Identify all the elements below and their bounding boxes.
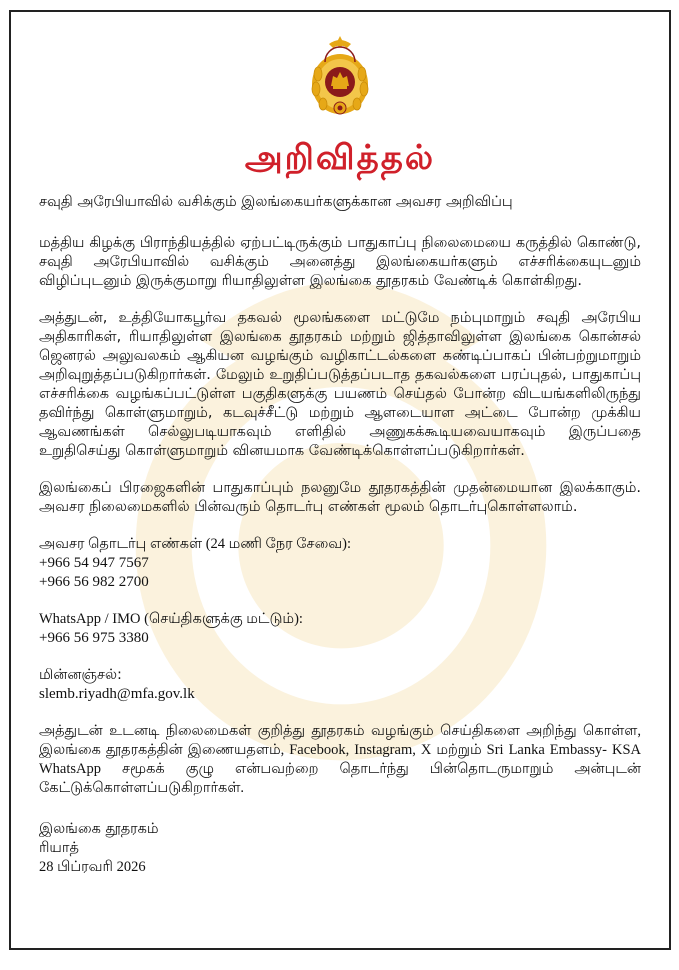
sri-lanka-emblem-icon [307, 34, 373, 118]
emergency-label: அவசர தொடர்பு எண்கள் (24 மணி நேர சேவை): [39, 536, 352, 552]
paragraph-guidance: அத்துடன், உத்தியோகபூர்வ தகவல் மூலங்களை மட்டுமே நம்புமாறும் சவுதி அரேபிய அதிகாரிகள், ரியாதிலுள்ள இலங்கை தூதரகம் மற்றும் ஜித்தாவிலுள்ள இலங்கை கொன்சல் ஜெனரல் அலுவலகம் ஆகியன வழங்கும் வழிகாட்டல்களை கண்டிப்பாகப் பின்பற்றுமாறும் அறிவுறுத்தப்படுகிறார்கள். மேலும் உறுதிப்படுத்தப்படாத தகவல்களை பரப்புதல், பாதுகாப்பு எச்சரிக்கை வழங்கப்பட்டுள்ள பகுதிகளுக்கு பயணம் செய்தல் போன்ற விடயங்களிலிருந்து தவிர்ந்து கொள்ளுமாறும், கடவுச்சீட்டு மற்றும் ஆளடையாள அட்டை போன்ற முக்கிய ஆவணங்கள் செல்லுபடியாகவும் எளிதில் அணுகக்கூடியவையாகவும் இருப்பதை உறுதிசெய்து கொள்ளுமாறும் வினயமாக வேண்டிக்கொள்ளப்படுகிறார்கள். [39, 310, 641, 459]
whatsapp-label: WhatsApp / IMO (செய்திகளுக்கு மட்டும்): [39, 611, 303, 627]
signature-date: 28 பிப்ரவரி 2026 [39, 859, 146, 875]
emergency-phone-1[interactable]: +966 54 947 7567 [39, 555, 149, 571]
email-contact [39, 666, 641, 704]
paragraph-closing: அத்துடன் உடனடி நிலைமைகள் குறித்து தூதரகம் வழங்கும் செய்திகளை அறிந்து கொள்ள, இலங்கை தூதரகத்தின் இணையதளம், Facebook, Instagram, X மற்றும் Sri Lanka Embassy- KSA WhatsApp சமூகக் குழு என்பவற்றை தொடர்ந்து பின்தொடருமாறும் அன்புடன் கேட்டுக்கொள்ளப்படுகிறார்கள். [39, 723, 641, 796]
signature [39, 820, 641, 877]
emergency-phone-2[interactable]: +966 56 982 2700 [39, 574, 149, 590]
notice-title: அறிவித்தல் [244, 138, 436, 178]
whatsapp-contact [39, 610, 641, 648]
whatsapp-phone[interactable]: +966 56 975 3380 [39, 630, 149, 646]
emergency-contacts [39, 535, 641, 592]
paragraph-contact-intro: இலங்கைப் பிரஜைகளின் பாதுகாப்பும் நலனுமே தூதரகத்தின் முதன்மையான இலக்காகும். அவசர நிலைமைகளில் பின்வரும் தொடர்பு எண்கள் மூலம் தொடர்புகொள்ளலாம். [39, 480, 641, 515]
notice-subtitle: சவுதி அரேபியாவில் வசிக்கும் இலங்கையர்களுக்கான அவசர அறிவிப்பு [39, 194, 513, 210]
signature-org: இலங்கை தூதரகம் [39, 821, 159, 837]
email-label: மின்னஞ்சல்: [39, 667, 122, 683]
notice-page [9, 10, 671, 950]
paragraph-security: மத்திய கிழக்கு பிராந்தியத்தில் ஏற்பட்டிருக்கும் பாதுகாப்பு நிலைமையை கருத்தில் கொண்டு, சவுதி அரேபியாவில் வசிக்கும் அனைத்து இலங்கையர்களும் எச்சரிக்கையுடனும் விழிப்புடனும் இருக்குமாறு ரியாதிலுள்ள இலங்கை தூதரகம் வேண்டிக் கொள்கிறது. [39, 235, 641, 289]
signature-city: ரியாத் [39, 840, 79, 856]
email-address[interactable]: slemb.riyadh@mfa.gov.lk [39, 686, 195, 702]
